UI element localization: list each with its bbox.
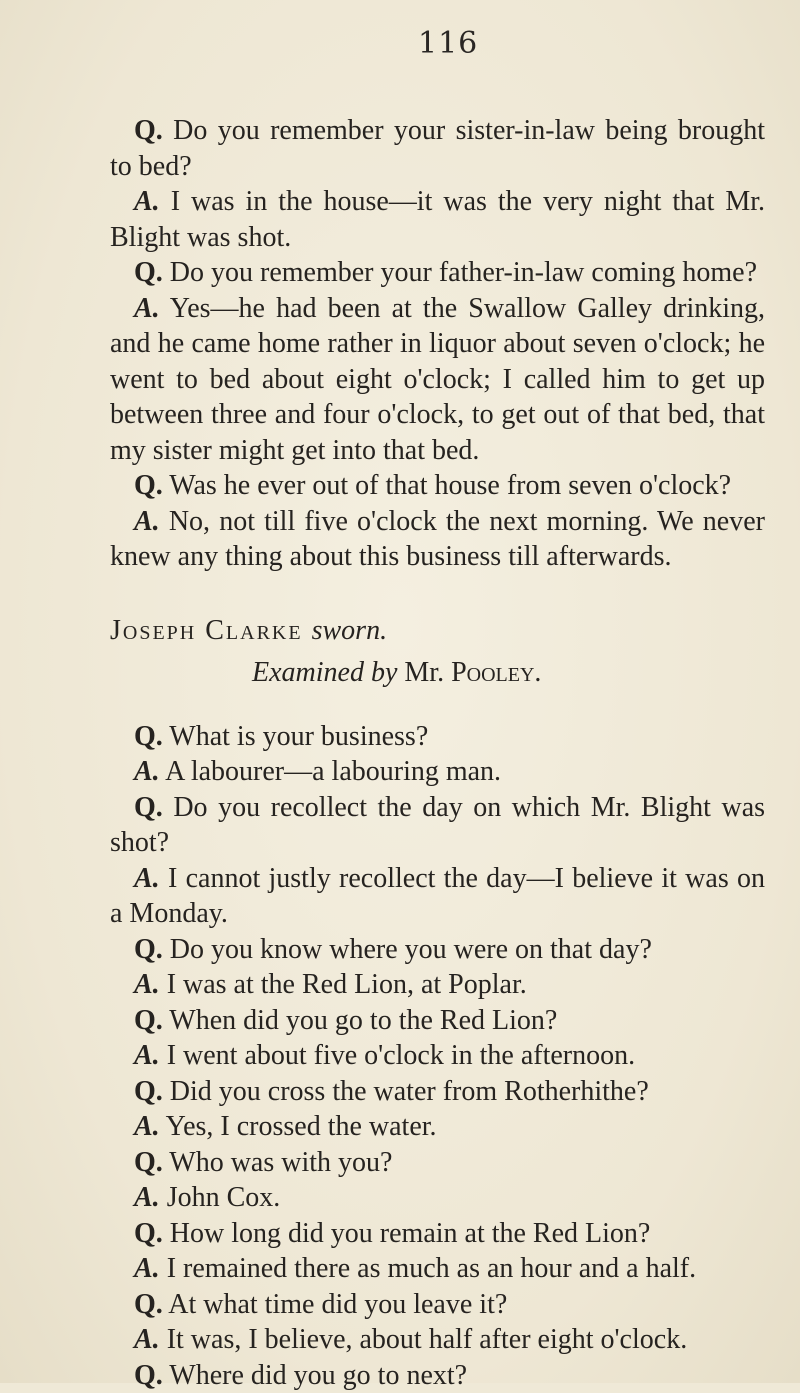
speaker-label: A. — [134, 186, 160, 217]
answer-paragraph — [110, 1038, 765, 1074]
testimony-text: Did you cross the water from Rotherhithe? — [170, 1076, 649, 1107]
answer-paragraph — [110, 504, 765, 575]
testimony-text: John Cox. — [167, 1182, 281, 1213]
testimony-text: I went about five o'clock in the afternoon. — [167, 1040, 635, 1071]
question-paragraph — [110, 1074, 765, 1110]
answer-paragraph — [110, 754, 765, 790]
speaker-label: A. — [134, 1182, 160, 1213]
testimony-text: A labourer—a labouring man. — [165, 756, 501, 787]
testimony-text: At what time did you leave it? — [168, 1289, 507, 1320]
testimony-text: Who was with you? — [169, 1147, 392, 1178]
testimony-text: Yes, I crossed the water. — [166, 1111, 437, 1142]
question-paragraph — [110, 1287, 765, 1323]
witness-name: Joseph Clarke — [110, 615, 303, 646]
testimony-text: I was at the Red Lion, at Poplar. — [167, 969, 527, 1000]
testimony-text: Yes—he had been at the Swallow Galley drinking, and he came home rather in liquor about seven o'clock; he went to bed about eight o'clock; I called him to get up between three and four o'clock, to get out of that bed, that my sister might get into that bed. — [110, 293, 765, 466]
speaker-label: Q. — [134, 934, 163, 965]
testimony-block-second — [110, 719, 765, 1393]
testimony-text: Do you recollect the day on which Mr. Blight was shot? — [110, 792, 765, 859]
question-paragraph — [110, 932, 765, 968]
testimony-text: How long did you remain at the Red Lion? — [170, 1218, 651, 1249]
question-paragraph — [110, 468, 765, 504]
testimony-text: Do you remember your father-in-law coming home? — [170, 257, 757, 288]
speaker-label: Q. — [134, 1147, 163, 1178]
question-paragraph — [110, 1003, 765, 1039]
speaker-label: A. — [134, 1111, 160, 1142]
speaker-label: A. — [134, 1253, 160, 1284]
page-number: 116 — [418, 26, 478, 61]
answer-paragraph — [110, 861, 765, 932]
speaker-label: Q. — [134, 1005, 163, 1036]
answer-paragraph — [110, 184, 765, 255]
testimony-text: What is your business? — [169, 721, 428, 752]
question-paragraph — [110, 719, 765, 755]
answer-paragraph — [110, 1180, 765, 1216]
speaker-label: Q. — [134, 115, 163, 146]
answer-paragraph — [110, 967, 765, 1003]
testimony-text: It was, I believe, about half after eight o'clock. — [167, 1324, 688, 1355]
testimony-text: I remained there as much as an hour and a half. — [167, 1253, 696, 1284]
speaker-label: Q. — [134, 257, 163, 288]
speaker-label: A. — [134, 506, 160, 537]
examiner-title: Mr. — [404, 657, 444, 688]
testimony-text: Do you know where you were on that day? — [170, 934, 652, 965]
speaker-label: A. — [134, 969, 160, 1000]
answer-paragraph — [110, 1322, 765, 1358]
examined-by-label: Examined by — [252, 657, 397, 688]
question-paragraph — [110, 1358, 765, 1393]
answer-paragraph — [110, 1251, 765, 1287]
answer-paragraph — [110, 1109, 765, 1145]
speaker-label: Q. — [134, 470, 163, 501]
witness-sworn: sworn. — [312, 615, 387, 646]
question-paragraph — [110, 113, 765, 184]
speaker-label: A. — [134, 863, 160, 894]
question-paragraph — [110, 1216, 765, 1252]
answer-paragraph — [110, 291, 765, 469]
testimony-text: I cannot justly recollect the day—I believe it was on a Monday. — [110, 863, 765, 930]
text-block — [110, 113, 765, 1393]
testimony-text: No, not till five o'clock the next morning. We never knew any thing about this business till afterwards. — [110, 506, 765, 573]
speaker-label: Q. — [134, 1289, 163, 1320]
speaker-label: A. — [134, 293, 160, 324]
speaker-label: A. — [134, 756, 160, 787]
speaker-label: Q. — [134, 1076, 163, 1107]
witness-heading — [110, 613, 765, 649]
testimony-text: Do you remember your sister-in-law being brought to bed? — [110, 115, 765, 182]
testimony-text: I was in the house—it was the very night that Mr. Blight was shot. — [110, 186, 765, 253]
speaker-label: A. — [134, 1324, 160, 1355]
testimony-text: When did you go to the Red Lion? — [169, 1005, 557, 1036]
testimony-block-first — [110, 113, 765, 575]
speaker-label: Q. — [134, 1218, 163, 1249]
question-paragraph — [110, 1145, 765, 1181]
question-paragraph — [110, 255, 765, 291]
question-paragraph — [110, 790, 765, 861]
testimony-text: Where did you go to next? — [169, 1360, 467, 1391]
speaker-label: Q. — [134, 792, 163, 823]
speaker-label: Q. — [134, 1360, 163, 1391]
examined-by-line — [110, 655, 765, 691]
speaker-label: A. — [134, 1040, 160, 1071]
testimony-text: Was he ever out of that house from seven o'clock? — [169, 470, 731, 501]
examiner-name: Pooley. — [451, 657, 541, 688]
speaker-label: Q. — [134, 721, 163, 752]
